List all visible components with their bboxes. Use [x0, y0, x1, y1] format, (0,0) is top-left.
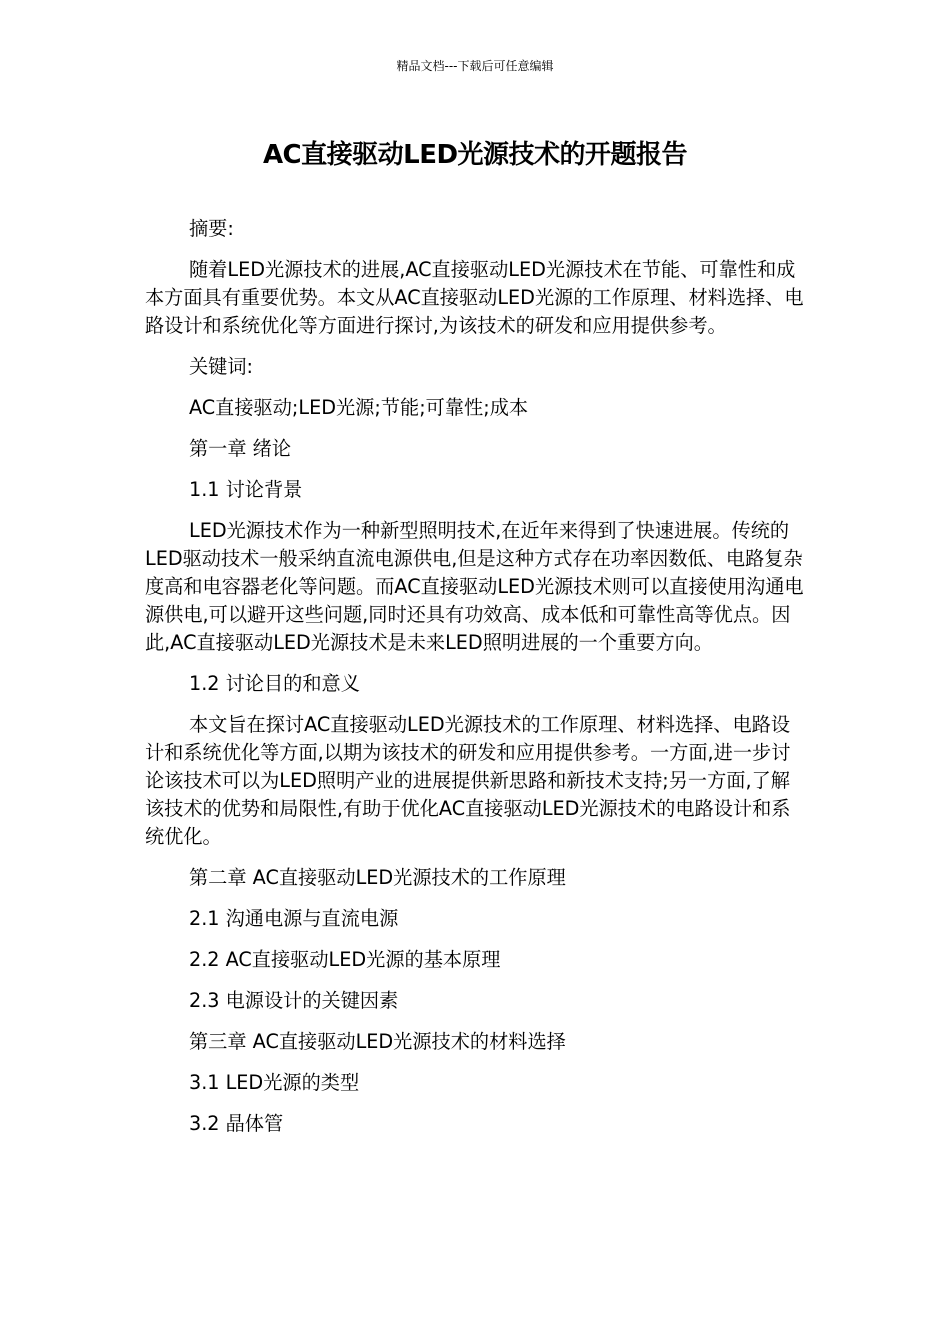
section-1-2-heading: 1.2 讨论目的和意义: [189, 672, 360, 695]
section-1-1-heading: 1.1 讨论背景: [189, 478, 303, 501]
section-2-3-heading: 2.3 电源设计的关键因素: [189, 989, 399, 1012]
chapter-3-heading: 第三章 AC直接驱动LED光源技术的材料选择: [189, 1030, 566, 1053]
section-1-1-text: LED光源技术作为一种新型照明技术,在近年来得到了快速进展。传统的LED驱动技术一般采纳直流电源供电,但是这种方式存在功率因数低、电路复杂度高和电容器老化等问题。而AC直接驱动LED光源技术则可以直接使用沟通电源供电,可以避开这些问题,同时还具有功效高、成本低和可靠性高等优点。因此,AC直接驱动LED光源技术是未来LED照明进展的一个重要方向。: [145, 519, 804, 654]
keywords-text: AC直接驱动;LED光源;节能;可靠性;成本: [189, 396, 529, 419]
chapter-2-heading: 第二章 AC直接驱动LED光源技术的工作原理: [189, 866, 566, 889]
abstract-text: 随着LED光源技术的进展,AC直接驱动LED光源技术在节能、可靠性和成本方面具有重要优势。本文从AC直接驱动LED光源的工作原理、材料选择、电路设计和系统优化等方面进行探讨,为该技术的研发和应用提供参考。: [145, 258, 804, 337]
keywords-label: 关键词:: [189, 355, 254, 378]
abstract-label: 摘要:: [189, 217, 234, 240]
section-3-1-heading: 3.1 LED光源的类型: [189, 1071, 360, 1094]
section-2-2-heading: 2.2 AC直接驱动LED光源的基本原理: [189, 948, 501, 971]
document-title: AC直接驱动LED光源技术的开题报告: [262, 140, 688, 170]
section-1-2-text: 本文旨在探讨AC直接驱动LED光源技术的工作原理、材料选择、电路设计和系统优化等方面,以期为该技术的研发和应用提供参考。一方面,进一步讨论该技术可以为LED照明产业的进展提供新思路和新技术支持;另一方面,了解该技术的优势和局限性,有助于优化AC直接驱动LED光源技术的电路设计和系统优化。: [145, 713, 791, 848]
section-2-1-heading: 2.1 沟通电源与直流电源: [189, 907, 399, 930]
document-body: [145, 215, 809, 1151]
section-3-2-heading: 3.2 晶体管: [189, 1112, 284, 1135]
chapter-1-heading: 第一章 绪论: [189, 437, 292, 460]
page-header: 精品文档---下载后可任意编辑: [396, 59, 554, 73]
